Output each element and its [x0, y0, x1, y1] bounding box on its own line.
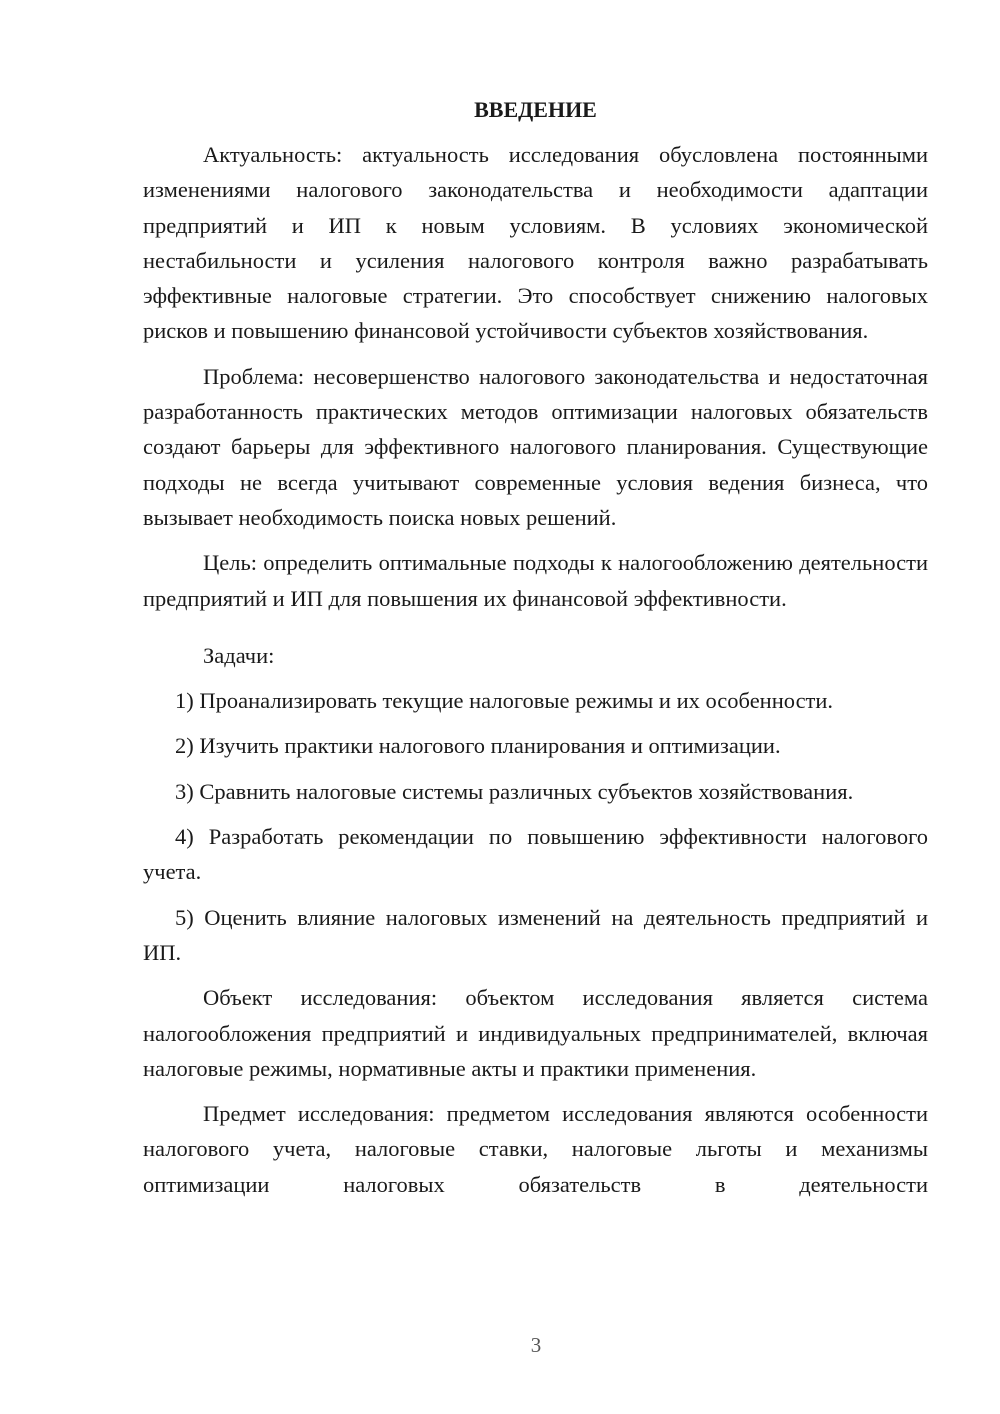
subject-paragraph: Предмет исследования: предметом исследования являются особенности налогового учета, налоговые ставки, налоговые льготы и механизмы оптимизации налоговых обязательств в деятельности — [143, 1101, 928, 1197]
goal-paragraph: Цель: определить оптимальные подходы к налогообложению деятельности предприятий и ИП для повышения их финансовой эффективности. — [143, 550, 928, 611]
task-item-2: 2) Изучить практики налогового планирования и оптимизации. — [175, 733, 781, 759]
page-body — [143, 92, 928, 1202]
tasks-label: Задачи: — [203, 642, 275, 668]
section-heading: ВВЕДЕНИЕ — [474, 97, 597, 122]
task-item-5: 5) Оценить влияние налоговых изменений на деятельность предприятий и ИП. — [143, 904, 928, 965]
problem-paragraph: Проблема: несовершенство налогового законодательства и недостаточная разработанность практических методов оптимизации налоговых обязательств создают барьеры для эффективного налогового планирования. Существующие подходы не всегда учитывают современные условия ведения бизнеса, что вызывает необходимость поиска новых решений. — [143, 363, 928, 530]
relevance-paragraph: Актуальность: актуальность исследования обусловлена постоянными изменениями налогового законодательства и необходимости адаптации предприятий и ИП к новым условиям. В условиях экономической нестабильности и усиления налогового контроля важно разрабатывать эффективные налоговые стратегии. Это способствует снижению налоговых рисков и повышению финансовой устойчивости субъектов хозяйствования. — [143, 142, 928, 344]
task-item-4: 4) Разработать рекомендации по повышению эффективности налогового учета. — [143, 824, 928, 885]
object-paragraph: Объект исследования: объектом исследования является система налогообложения предприятий и индивидуальных предпринимателей, включая налоговые режимы, нормативные акты и практики применения. — [143, 985, 928, 1081]
task-item-3: 3) Сравнить налоговые системы различных субъектов хозяйствования. — [175, 778, 854, 804]
task-item-1: 1) Проанализировать текущие налоговые режимы и их особенности. — [175, 688, 834, 714]
page-number: 3 — [530, 1333, 542, 1357]
